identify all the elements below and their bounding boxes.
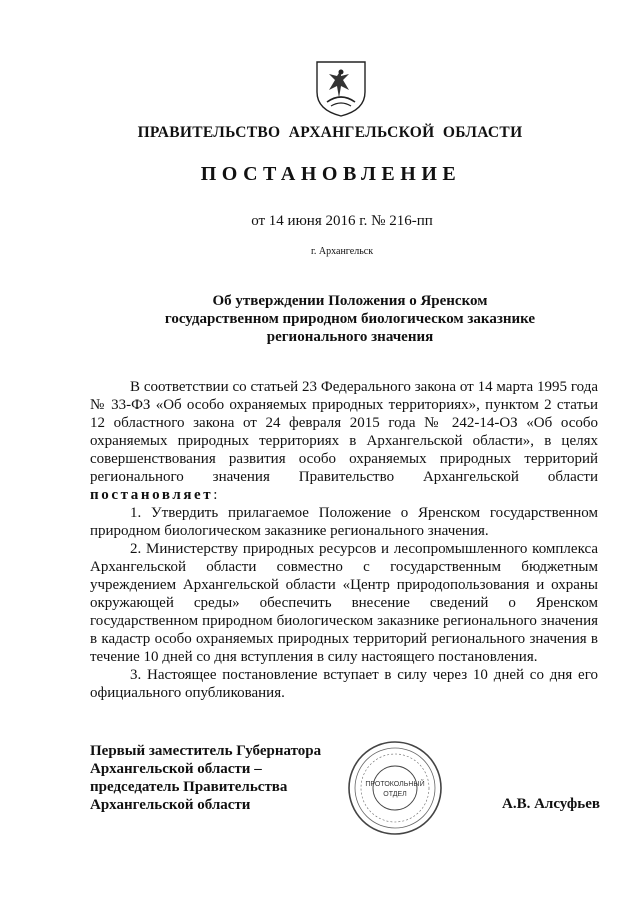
position-line: Архангельской области bbox=[90, 797, 251, 813]
stamp-text-line-2: ОТДЕЛ bbox=[383, 791, 407, 798]
decree-item: 1. Утвердить прилагаемое Положение о Яренском государственном природном биологическом заказнике регионального значения. bbox=[90, 505, 598, 539]
document-city: г. Архангельск bbox=[310, 246, 374, 257]
heading-line: Об утверждении Положения о Яренском bbox=[212, 293, 488, 309]
document-body bbox=[90, 378, 598, 702]
coat-of-arms-icon bbox=[313, 58, 369, 118]
official-stamp bbox=[345, 738, 445, 838]
signatory-position bbox=[90, 742, 350, 814]
document-type: ПОСТАНОВЛЕНИЕ bbox=[200, 163, 462, 185]
decree-item: 2. Министерству природных ресурсов и лесопромышленного комплекса Архангельской области совместно с государственным бюджетным учреждением Архангельской области «Центр природопользования и охраны окружающей среды» обеспечить внесение сведений о Яренском государственном природном биологическом заказнике регионального значения в кадастр особо охраняемых природных территорий регионального значения в течение 10 дней со дня вступления в силу настоящего постановления. bbox=[90, 541, 598, 665]
position-line: Архангельской области – bbox=[90, 761, 262, 777]
decree-colon: : bbox=[213, 487, 218, 503]
signer-name: А.В. Алсуфьев bbox=[502, 796, 600, 812]
document-date-number: от 14 июня 2016 г. № 216-пп bbox=[251, 213, 433, 229]
position-line: Первый заместитель Губернатора bbox=[90, 743, 322, 759]
decree-item: 3. Настоящее постановление вступает в силу через 10 дней со дня его официального опубликования. bbox=[90, 667, 598, 701]
document-heading bbox=[140, 292, 560, 346]
heading-line: государственном природном биологическом заказнике bbox=[164, 311, 536, 327]
government-title: ПРАВИТЕЛЬСТВО АРХАНГЕЛЬСКОЙ ОБЛАСТИ bbox=[137, 124, 523, 141]
heading-line: регионального значения bbox=[266, 329, 434, 345]
intro-paragraph bbox=[90, 378, 598, 504]
decree-word: постановляет bbox=[90, 487, 214, 503]
position-line: председатель Правительства bbox=[90, 779, 288, 795]
stamp-text-line-1: ПРОТОКОЛЬНЫЙ bbox=[365, 781, 425, 788]
intro-text: В соответствии со статьей 23 Федерального закона от 14 марта 1995 года № 33-ФЗ «Об особо охраняемых природных территориях», пунктом 2 статьи 12 областного закона от 24 февраля 2015 года № 242-14-ОЗ «Об особо охраняемых природных территориях в Архангельской области», в целях совершенствования развития особо охраняемых природных территорий регионального значения Правительство Архангельской области bbox=[90, 379, 598, 485]
